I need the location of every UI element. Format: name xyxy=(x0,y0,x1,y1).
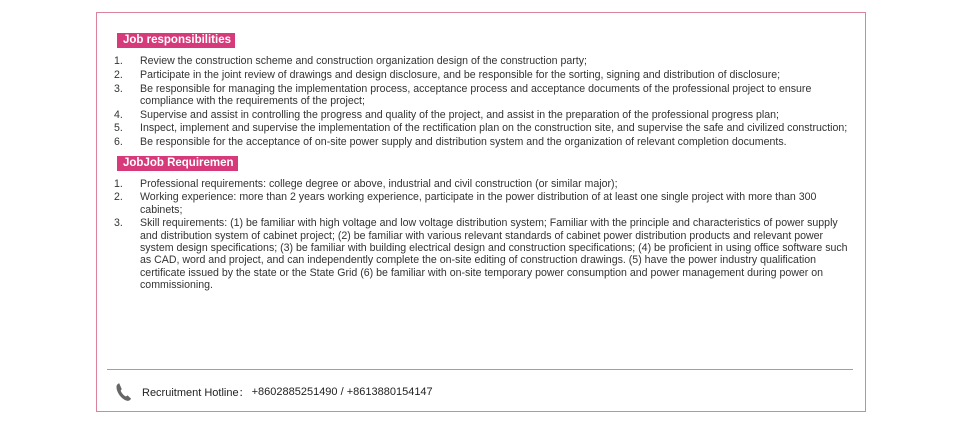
list-item: 1. Professional requirements: college degree or above, industrial and civil construction (or similar major); xyxy=(114,177,618,190)
list-item: 6. Be responsible for the acceptance of on-site power supply and distribution system and the organization of relevant completion documents. xyxy=(114,136,787,149)
job-description-scroll-area[interactable] xyxy=(111,30,851,369)
hotline-label: Recruitment Hotline： xyxy=(142,387,250,399)
list-item: 2. Participate in the joint review of drawings and design disclosure, and be responsible for the sorting, signing and distribution of disclosure; xyxy=(114,68,781,81)
requirements-list xyxy=(111,178,851,292)
responsibilities-section xyxy=(111,30,851,149)
job-card xyxy=(96,12,866,412)
list-item: 1. Review the construction scheme and construction organization design of the construction party; xyxy=(114,55,587,67)
phone-icon xyxy=(115,382,133,402)
list-item: 2. Working experience: more than 2 years working experience, participate in the power distribution of at least one single project with more than 300 cabinets; xyxy=(114,191,817,216)
responsibilities-list xyxy=(111,55,851,149)
hotline-numbers: +8602885251490 / +8613880154147 xyxy=(251,386,433,398)
section-title-requirements: JobJob Requiremen xyxy=(117,156,238,171)
section-title-responsibilities: Job responsibilities xyxy=(117,33,235,48)
list-item: 3. Be responsible for managing the implementation process, acceptance process and acceptance documents of the professional project to ensure compliance with the requirements of the project; xyxy=(114,82,812,107)
requirements-section xyxy=(111,153,851,292)
recruitment-hotline xyxy=(115,381,433,403)
list-item: 5. Inspect, implement and supervise the implementation of the rectification plan on the construction site, and supervise the safe and civilized construction; xyxy=(114,122,848,135)
hotline-divider xyxy=(107,369,853,370)
list-item: 3. Skill requirements: (1) be familiar with high voltage and low voltage distribution system; Familiar with the principle and characteristics of power supply and distribution system of cabinet project; (2) be familiar with various relevant standards of cabinet power distribution products and relevant power system design specifications; (3) be familiar with building electrical design and construction specifications; (4) be proficient in using office software such as CAD, word and project, and can independently complete the on-site editing of construction drawings. (5) have the power industry qualification certificate issued by the state or the State Grid (6) be familiar with on-site temporary power consumption and power management during power on commissioning. xyxy=(114,217,848,291)
list-item: 4. Supervise and assist in controlling the progress and quality of the project, and assist in the preparation of the professional progress plan; xyxy=(114,108,779,121)
